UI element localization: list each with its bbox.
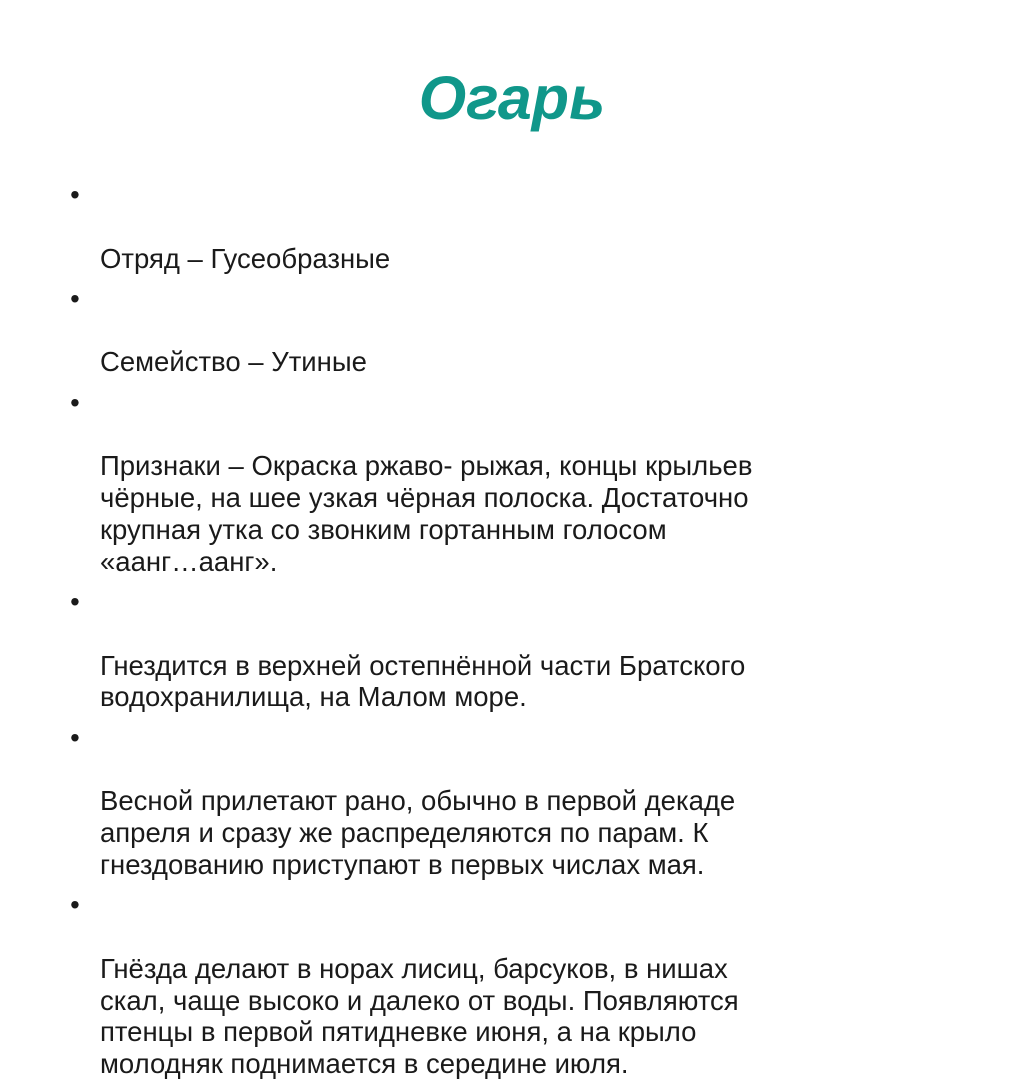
bullet-dot-icon: • [70, 282, 80, 314]
bullet-text: Признаки – Окраска ржаво- рыжая, концы крыльев чёрные, на шее узкая чёрная полоска. Достаточно крупная утка со звонким гортанным голосом «аанг…аанг». [100, 450, 753, 577]
slide-title: Огарь [418, 64, 606, 132]
bullet-dot-icon: • [70, 386, 80, 418]
bullet-dot-icon: • [70, 179, 80, 210]
bullet-list [60, 179, 940, 1089]
bullet-item [60, 586, 940, 713]
bullet-dot-icon: • [70, 586, 80, 618]
bullet-text: Семейство – Утиные [100, 346, 367, 378]
bullet-dot-icon: • [70, 721, 80, 753]
bullet-text: Весной прилетают рано, обычно в первой декаде апреля и сразу же распределяются по парам. К гнездованию приступают в первых числах мая. [100, 785, 736, 880]
bullet-item [60, 387, 940, 578]
bullet-item [60, 283, 940, 378]
bullet-item [60, 179, 940, 274]
bullet-text: Отряд – Гусеобразные [100, 242, 391, 274]
bullet-text: Гнёзда делают в норах лисиц, барсуков, в нишах скал, чаще высоко и далеко от воды. Появляются птенцы в первой пятидневке июня, а на крыло молодняк поднимается в середине июля. [100, 952, 739, 1080]
bullet-dot-icon: • [70, 889, 80, 921]
bullet-text: Гнездится в верхней остепнённой части Братского водохранилища, на Малом море. [100, 649, 746, 713]
bullet-item [60, 889, 940, 1080]
bullet-item [60, 722, 940, 881]
